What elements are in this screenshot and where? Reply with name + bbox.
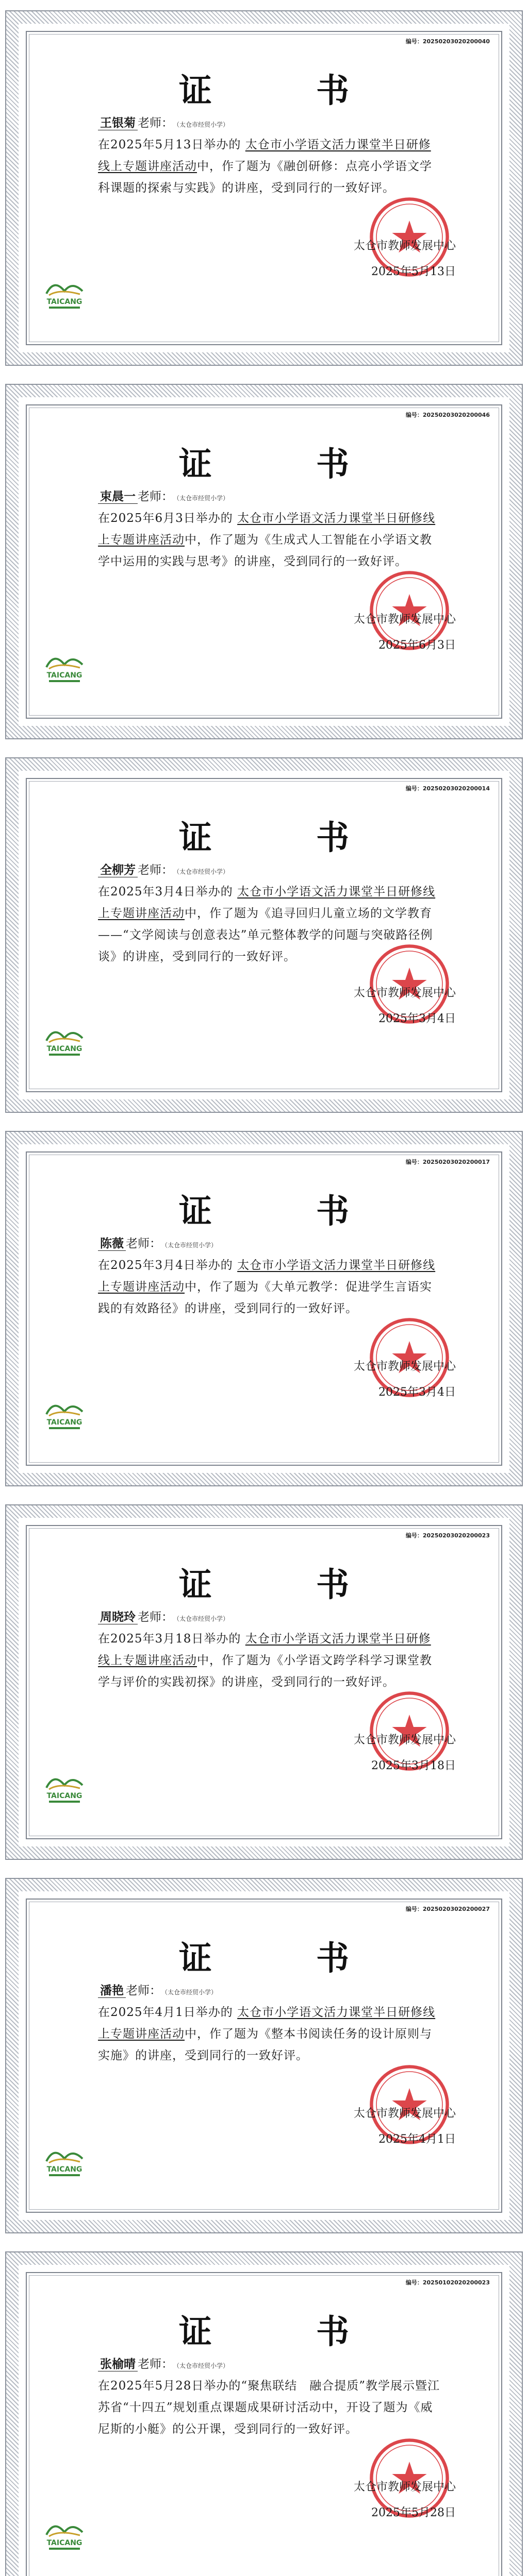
serial-number: 编号：20250203020200040 (405, 38, 490, 45)
recipient-line (98, 1981, 217, 1998)
certificate-body (98, 1255, 440, 1319)
body-intro: 在2025年6月3日举办的 (98, 512, 238, 525)
recipient-line (98, 860, 229, 877)
recipient-name: 陈薇 (98, 1236, 126, 1251)
issue-date: 2025年5月28日 (371, 2506, 456, 2519)
recipient-name: 王银菊 (98, 116, 138, 130)
body-intro: 在2025年5月13日举办的 (98, 138, 245, 151)
issue-date: 2025年6月3日 (378, 639, 456, 652)
recipient-role: 老师： (138, 116, 173, 130)
body-intro: 在2025年5月28日举办的“聚焦联结 融合提质”教学展示暨江苏省“十四五”规划重点课题成果研讨活动 (98, 2379, 440, 2414)
logo-text: TAICANG (46, 298, 82, 306)
body-detail: 中，开设了题为《威尼斯的小艇》的公开课，受到同行的一致好评。 (98, 2401, 433, 2436)
body-detail: 中，作了题为《小学语文跨学科学习课堂教学与评价的实践初探》的讲座，受到同行的一致好评。 (98, 1654, 432, 1689)
taicang-logo-icon (36, 276, 93, 312)
recipient-name: 周晓玲 (98, 1610, 138, 1624)
certificate-body (98, 2375, 440, 2440)
recipient-school: （太仓市经贸小学） (176, 868, 229, 875)
issuer: 太仓市教师发展中心 (353, 613, 456, 626)
logo-text: TAICANG (46, 1792, 82, 1800)
recipient-role: 老师： (138, 1611, 173, 1624)
event-name: 太仓市小学语文活力课堂半日研修线上专题讲座活动 (98, 885, 436, 920)
event-name: 太仓市小学语文活力课堂半日研修线上专题讲座活动 (98, 1632, 431, 1667)
recipient-school: （太仓市经贸小学） (176, 2362, 229, 2369)
recipient-name: 潘艳 (98, 1984, 126, 1998)
serial-number: 编号：20250203020200017 (405, 1159, 490, 1165)
certificate (5, 757, 523, 1113)
body-detail: 中，作了题为《大单元教学：促进学生言语实践的有效路径》的讲座，受到同行的一致好评。 (98, 1280, 432, 1315)
issue-date: 2025年3月4日 (378, 1012, 456, 1025)
taicang-logo-icon (36, 1023, 93, 1059)
certificate-body (98, 134, 440, 199)
issuer: 太仓市教师发展中心 (353, 987, 456, 999)
body-intro: 在2025年3月4日举办的 (98, 885, 238, 899)
recipient-name: 全柳芳 (98, 863, 138, 877)
issue-date: 2025年3月18日 (371, 1759, 456, 1772)
certificate-title: 证 书 (178, 1939, 396, 1978)
taicang-logo-icon (36, 1396, 93, 1432)
event-name: 太仓市小学语文活力课堂半日研修线上专题讲座活动 (98, 2006, 436, 2041)
certificate (5, 1504, 523, 1860)
recipient-school: （太仓市经贸小学） (176, 1615, 229, 1622)
recipient-school: （太仓市经贸小学） (164, 1989, 218, 1996)
recipient-role: 老师： (138, 490, 173, 503)
taicang-logo-icon (36, 2517, 93, 2553)
recipient-role: 老师： (138, 2358, 173, 2371)
recipient-role: 老师： (138, 863, 173, 877)
certificate-title: 证 书 (178, 1566, 396, 1604)
issuer: 太仓市教师发展中心 (353, 240, 456, 252)
serial-number: 编号：20250203020200014 (405, 785, 490, 792)
logo-text: TAICANG (46, 1045, 82, 1053)
body-detail: 中，作了题为《融创研修：点亮小学语文学科课题的探索与实践》的讲座，受到同行的一致好评。 (98, 160, 432, 195)
certificate (5, 1878, 523, 2233)
recipient-line (98, 2354, 229, 2371)
body-detail: 中，作了题为《追寻回归儿童立场的文学教育——“文学阅读与创意表达”单元整体教学的问题与突破路径例谈》的讲座，受到同行的一致好评。 (98, 907, 433, 963)
recipient-school: （太仓市经贸小学） (176, 121, 229, 128)
taicang-logo-icon (36, 649, 93, 685)
certificate-title: 证 书 (178, 1192, 396, 1231)
issuer: 太仓市教师发展中心 (353, 2107, 456, 2120)
logo-text: TAICANG (46, 1418, 82, 1427)
taicang-logo-icon (36, 1770, 93, 1806)
certificate-body (98, 507, 440, 572)
issuer: 太仓市教师发展中心 (353, 1360, 456, 1373)
recipient-name: 束晨一 (98, 489, 138, 504)
certificate (5, 10, 523, 366)
event-name: 太仓市小学语文活力课堂半日研修线上专题讲座活动 (98, 138, 431, 173)
recipient-school: （太仓市经贸小学） (164, 1242, 218, 1249)
certificate-body (98, 1628, 440, 1693)
body-intro: 在2025年3月4日举办的 (98, 1259, 238, 1272)
serial-number: 编号：20250203020200027 (405, 1906, 490, 1912)
taicang-logo-icon (36, 2143, 93, 2179)
certificate (5, 1131, 523, 1486)
body-intro: 在2025年4月1日举办的 (98, 2006, 238, 2019)
issue-date: 2025年4月1日 (378, 2133, 456, 2146)
serial-number: 编号：20250203020200023 (405, 1532, 490, 1539)
body-detail: 中，作了题为《生成式人工智能在小学语文教学中运用的实践与思考》的讲座，受到同行的一致好评。 (98, 533, 432, 568)
recipient-school: （太仓市经贸小学） (176, 495, 229, 502)
certificate (5, 2251, 523, 2576)
serial-number: 编号：20250102020200023 (405, 2279, 490, 2286)
issue-date: 2025年5月13日 (371, 265, 456, 278)
certificate (5, 384, 523, 739)
logo-text: TAICANG (46, 2165, 82, 2174)
logo-text: TAICANG (46, 2539, 82, 2547)
recipient-line (98, 1234, 217, 1251)
certificate-title: 证 书 (178, 2313, 396, 2351)
recipient-line (98, 487, 229, 504)
issue-date: 2025年3月4日 (378, 1386, 456, 1399)
event-name: 太仓市小学语文活力课堂半日研修线上专题讲座活动 (98, 512, 436, 547)
recipient-role: 老师： (126, 1237, 161, 1250)
logo-text: TAICANG (46, 671, 82, 680)
recipient-name: 张榆晴 (98, 2357, 138, 2371)
event-name: 太仓市小学语文活力课堂半日研修线上专题讲座活动 (98, 1259, 436, 1294)
certificate-body (98, 2002, 440, 2066)
serial-number: 编号：20250203020200046 (405, 412, 490, 418)
issuer: 太仓市教师发展中心 (353, 2481, 456, 2494)
recipient-line (98, 113, 229, 130)
body-detail: 中，作了题为《整本书阅读任务的设计原则与实施》的讲座，受到同行的一致好评。 (98, 2027, 432, 2062)
recipient-role: 老师： (126, 1984, 161, 1997)
certificate-title: 证 书 (178, 445, 396, 484)
certificate-title: 证 书 (178, 72, 396, 110)
certificate-title: 证 书 (178, 819, 396, 857)
issuer: 太仓市教师发展中心 (353, 1734, 456, 1747)
recipient-line (98, 1607, 229, 1624)
body-intro: 在2025年3月18日举办的 (98, 1632, 245, 1646)
